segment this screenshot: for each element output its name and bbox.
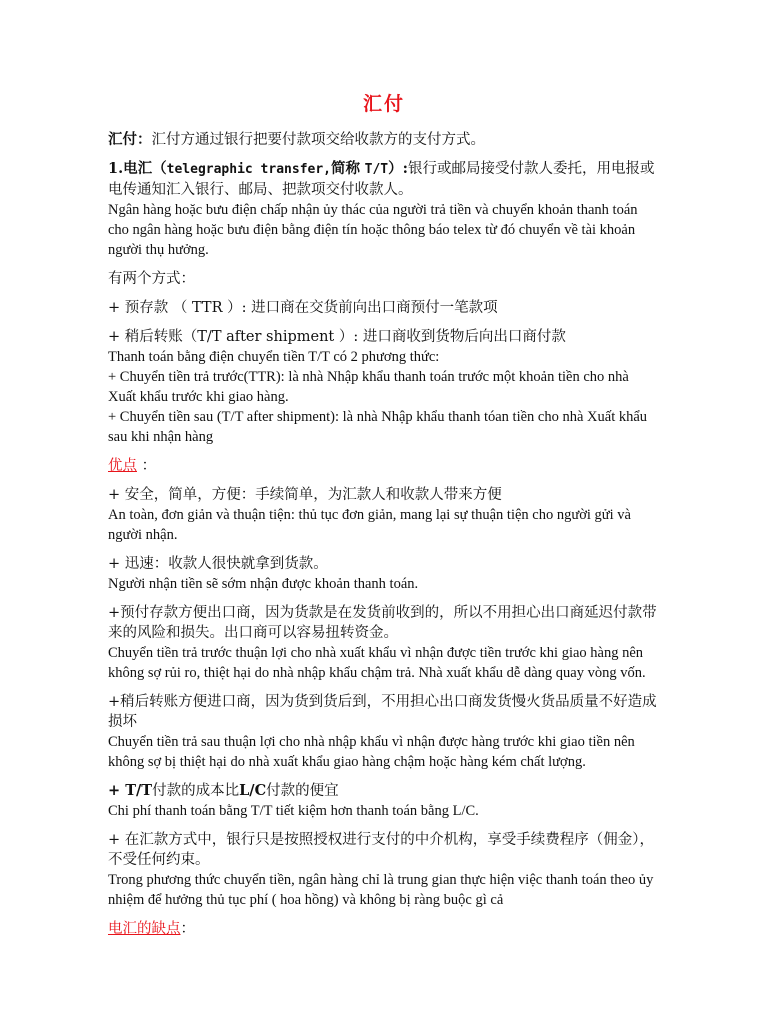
page-title: 汇付 [362,93,405,115]
methods-intro: 有两个方式： [108,271,195,287]
advantage-intermediary-vi: Trong phương thức chuyển tiền, ngân hàng chỉ là trung gian thực hiện việc thanh toán theo ủy nhiệm để hưởng thủ tục phí ( hoa hồng) và không bị ràng buộc gì cả [108,872,654,908]
advantage-cost-vi: Chi phí thanh toán bằng T/T tiết kiệm hơn thanh toán bằng L/C. [108,803,479,819]
definition-paragraph [108,130,660,150]
wire-heading-prefix: 1.电汇（ [108,160,167,177]
advantage-2-vi: Người nhận tiền sẽ sớm nhận được khoản thanh toán. [108,576,419,592]
method-after-cn: + 稍后转账（T/T after shipment ）: 进口商收到货物后向出口商付款 [108,329,566,345]
advantages-heading-suffix: ： [141,458,157,474]
advantage-cost-cn [108,781,660,801]
wire-heading-mid: 简称 [331,160,361,177]
advantage-intermediary-cn: + 在汇款方式中，银行只是按照授权进行支付的中介机构，享受手续费程序（佣金），不受任何约束。 [108,832,655,868]
advantage-4-vi: Chuyển tiền trả sau thuận lợi cho nhà nhập khẩu vì nhận được hàng trước khi giao tiền nên không sợ bị thiệt hại do nhà xuất khẩu giao hàng chậm hoặc hàng kém chất lượng. [108,734,635,770]
methods-intro-vi: Thanh toán bằng điện chuyển tiền T/T có 2 phương thức: [108,349,440,365]
wire-heading-code: telegraphic transfer, [166,162,332,177]
wire-paragraph [108,159,660,200]
wire-heading-abbr: T/T [364,162,389,177]
advantage-3-cn: +预付存款方便出口商，因为货款是在发货前收到的，所以不用担心出口商延迟付款带来的风险和损失。出口商可以容易扭转资金。 [108,605,657,641]
advantage-1-vi: An toàn, đơn giản và thuận tiện: thủ tục đơn giản, mang lại sự thuận tiện cho người gửi và người nhận. [108,507,631,543]
definition-term: 汇付： [108,131,152,148]
advantages-heading-label: 优点 [108,458,137,474]
advantage-3-vi: Chuyển tiền trả trước thuận lợi cho nhà xuất khẩu vì nhận được tiền trước khi giao hàng nên không sợ rủi ro, thiệt hại do nhà nhập khẩu chậm trả. Nhà xuất khẩu dễ dàng quay vòng vốn. [108,645,646,681]
method-ttr-vi: + Chuyển tiền trả trước(TTR): là nhà Nhập khẩu thanh toán trước một khoản tiền cho nhà Xuất khẩu trước khi giao hàng. [108,369,629,405]
advantage-1-cn: + 安全，简单，方便：手续简单，为汇款人和收款人带来方便 [108,487,502,503]
advantage-4-cn: +稍后转账方便进口商，因为货到货后到，不用担心出口商发货慢火货品质量不好造成损坏 [108,694,657,730]
definition-text: 汇付方通过银行把要付款项交给收款方的支付方式。 [151,132,485,148]
method-ttr-cn: + 预存款 （ TTR ）: 进口商在交货前向出口商预付一笔款项 [108,300,498,316]
disadvantages-heading-suffix: ： [180,921,195,937]
wire-heading-suffix: ）: [388,160,408,177]
disadvantages-heading-label: 电汇的缺点 [108,921,181,937]
wire-text-cn: 银行或邮局接受付款人委托，用电报或电传通知汇入银行、邮局、把款项交付收款人。 [108,161,655,198]
advantage-2-cn: + 迅速：收款人很快就拿到货款。 [108,556,328,572]
cost-mid: 付款的成本比 [152,783,240,799]
cost-suffix: 付款的便宜 [266,783,339,799]
method-after-vi: + Chuyển tiền sau (T/T after shipment): là nhà Nhập khẩu thanh tóan tiền cho nhà Xuất khẩu sau khi nhận hàng [108,409,648,445]
cost-prefix: + T/T [108,782,153,799]
cost-lc: L/C [239,782,267,799]
wire-text-vi: Ngân hàng hoặc bưu điện chấp nhận ủy thác của người trả tiền và chuyển khoản thanh toán cho ngân hàng hoặc bưu điện bằng điện tín hoặc thông báo telex từ đó chuyển về tài khoản người thụ hưởng. [108,202,638,258]
disadvantages-heading [108,919,660,939]
advantages-heading [108,456,660,476]
